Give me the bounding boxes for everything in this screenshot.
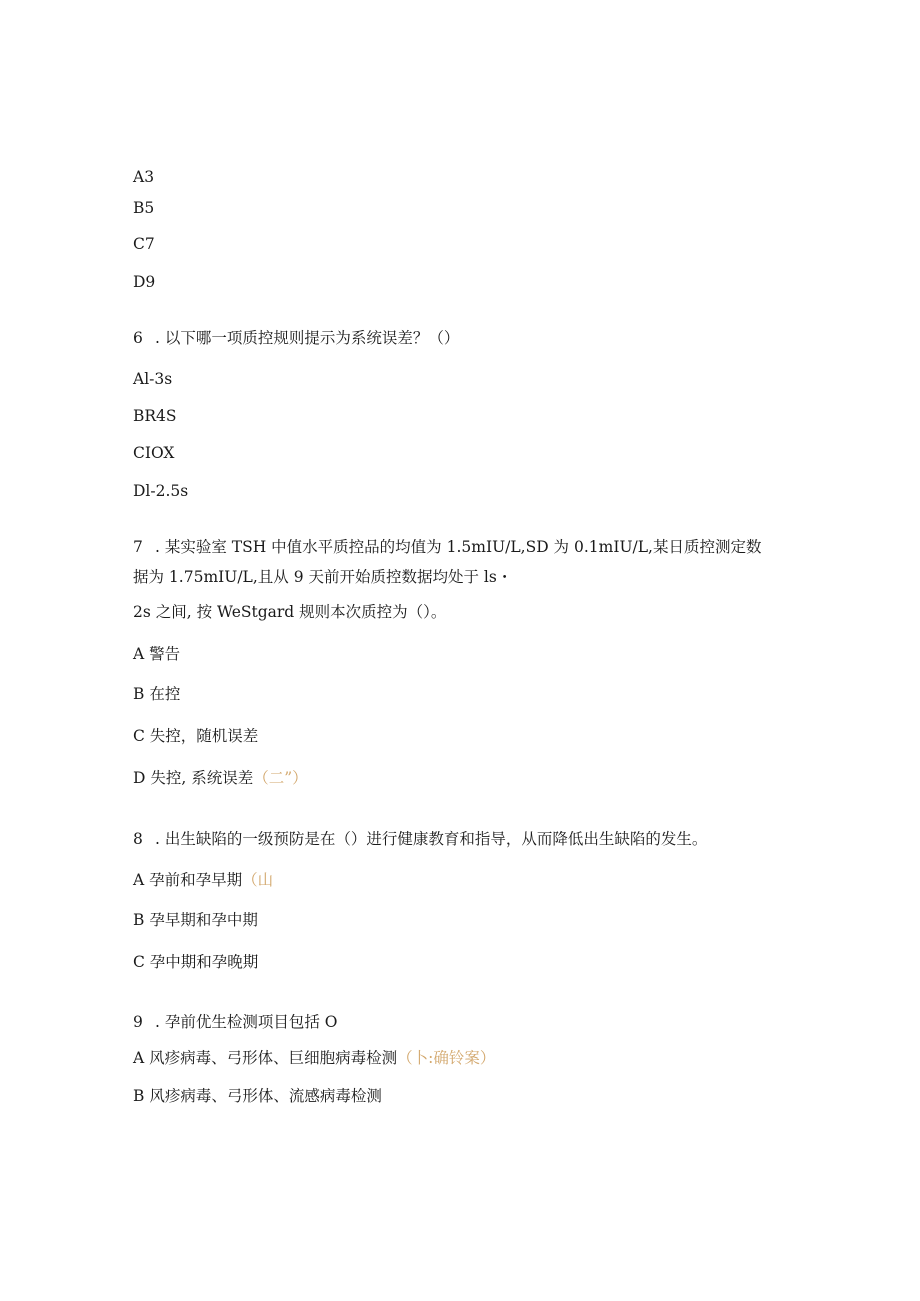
q9-option-a-text: A 风疹病毒、弓形体、巨细胞病毒检测 bbox=[133, 1049, 398, 1067]
q7-option-d-note: （二”） bbox=[253, 769, 308, 787]
q7-question-line2: 据为 1.75mIU/L,且从 9 天前开始质控数据均处于 ls・ bbox=[133, 568, 513, 586]
q6-option-b: BR4S bbox=[133, 407, 177, 425]
q6-option-c: CIOX bbox=[133, 444, 175, 462]
q6-number: 6 bbox=[133, 329, 143, 347]
q8-option-a bbox=[133, 870, 273, 890]
q7-text-line1: . 某实验室 TSH 中值水平质控品的均值为 1.5mIU/L,SD 为 0.1mIU/L,某日质控测定数 bbox=[155, 538, 762, 556]
q7-question-line3: 2s 之间, 按 WeStgard 规则本次质控为（）。 bbox=[133, 603, 447, 621]
q7-option-d bbox=[133, 768, 308, 788]
q7-number: 7 bbox=[133, 538, 143, 556]
q5-option-c: C7 bbox=[133, 235, 155, 253]
q6-text: . 以下哪一项质控规则提示为系统误差？（） bbox=[155, 329, 460, 347]
q5-option-a: A3 bbox=[133, 168, 155, 186]
q7-question-line1 bbox=[133, 537, 761, 557]
q7-option-b: B 在控 bbox=[133, 685, 181, 703]
q9-option-b: B 风疹病毒、弓形体、流感病毒检测 bbox=[133, 1087, 382, 1105]
q6-question bbox=[133, 328, 459, 348]
q7-option-a: A 警告 bbox=[133, 645, 181, 663]
q5-option-d: D9 bbox=[133, 273, 156, 291]
q8-text: . 出生缺陷的一级预防是在（）进行健康教育和指导，从而降低出生缺陷的发生。 bbox=[155, 830, 708, 848]
q8-option-c: C 孕中期和孕晚期 bbox=[133, 953, 259, 971]
q8-option-a-note: （山 bbox=[242, 871, 274, 889]
q8-number: 8 bbox=[133, 830, 143, 848]
q9-text: . 孕前优生检测项目包括 O bbox=[155, 1013, 338, 1031]
q8-option-a-text: A 孕前和孕早期 bbox=[133, 871, 243, 889]
q6-option-a: Al-3s bbox=[133, 370, 173, 388]
q8-option-b: B 孕早期和孕中期 bbox=[133, 911, 258, 929]
q7-option-c: C 失控，随机误差 bbox=[133, 727, 259, 745]
q5-option-b: B5 bbox=[133, 199, 155, 217]
q9-question bbox=[133, 1012, 338, 1032]
q7-option-d-text: D 失控, 系统误差 bbox=[133, 769, 254, 787]
q9-option-a bbox=[133, 1048, 495, 1068]
q9-option-a-note: （卜:确铃案） bbox=[397, 1049, 496, 1067]
q8-question bbox=[133, 829, 707, 849]
q9-number: 9 bbox=[133, 1013, 143, 1031]
q6-option-d: Dl-2.5s bbox=[133, 482, 189, 500]
